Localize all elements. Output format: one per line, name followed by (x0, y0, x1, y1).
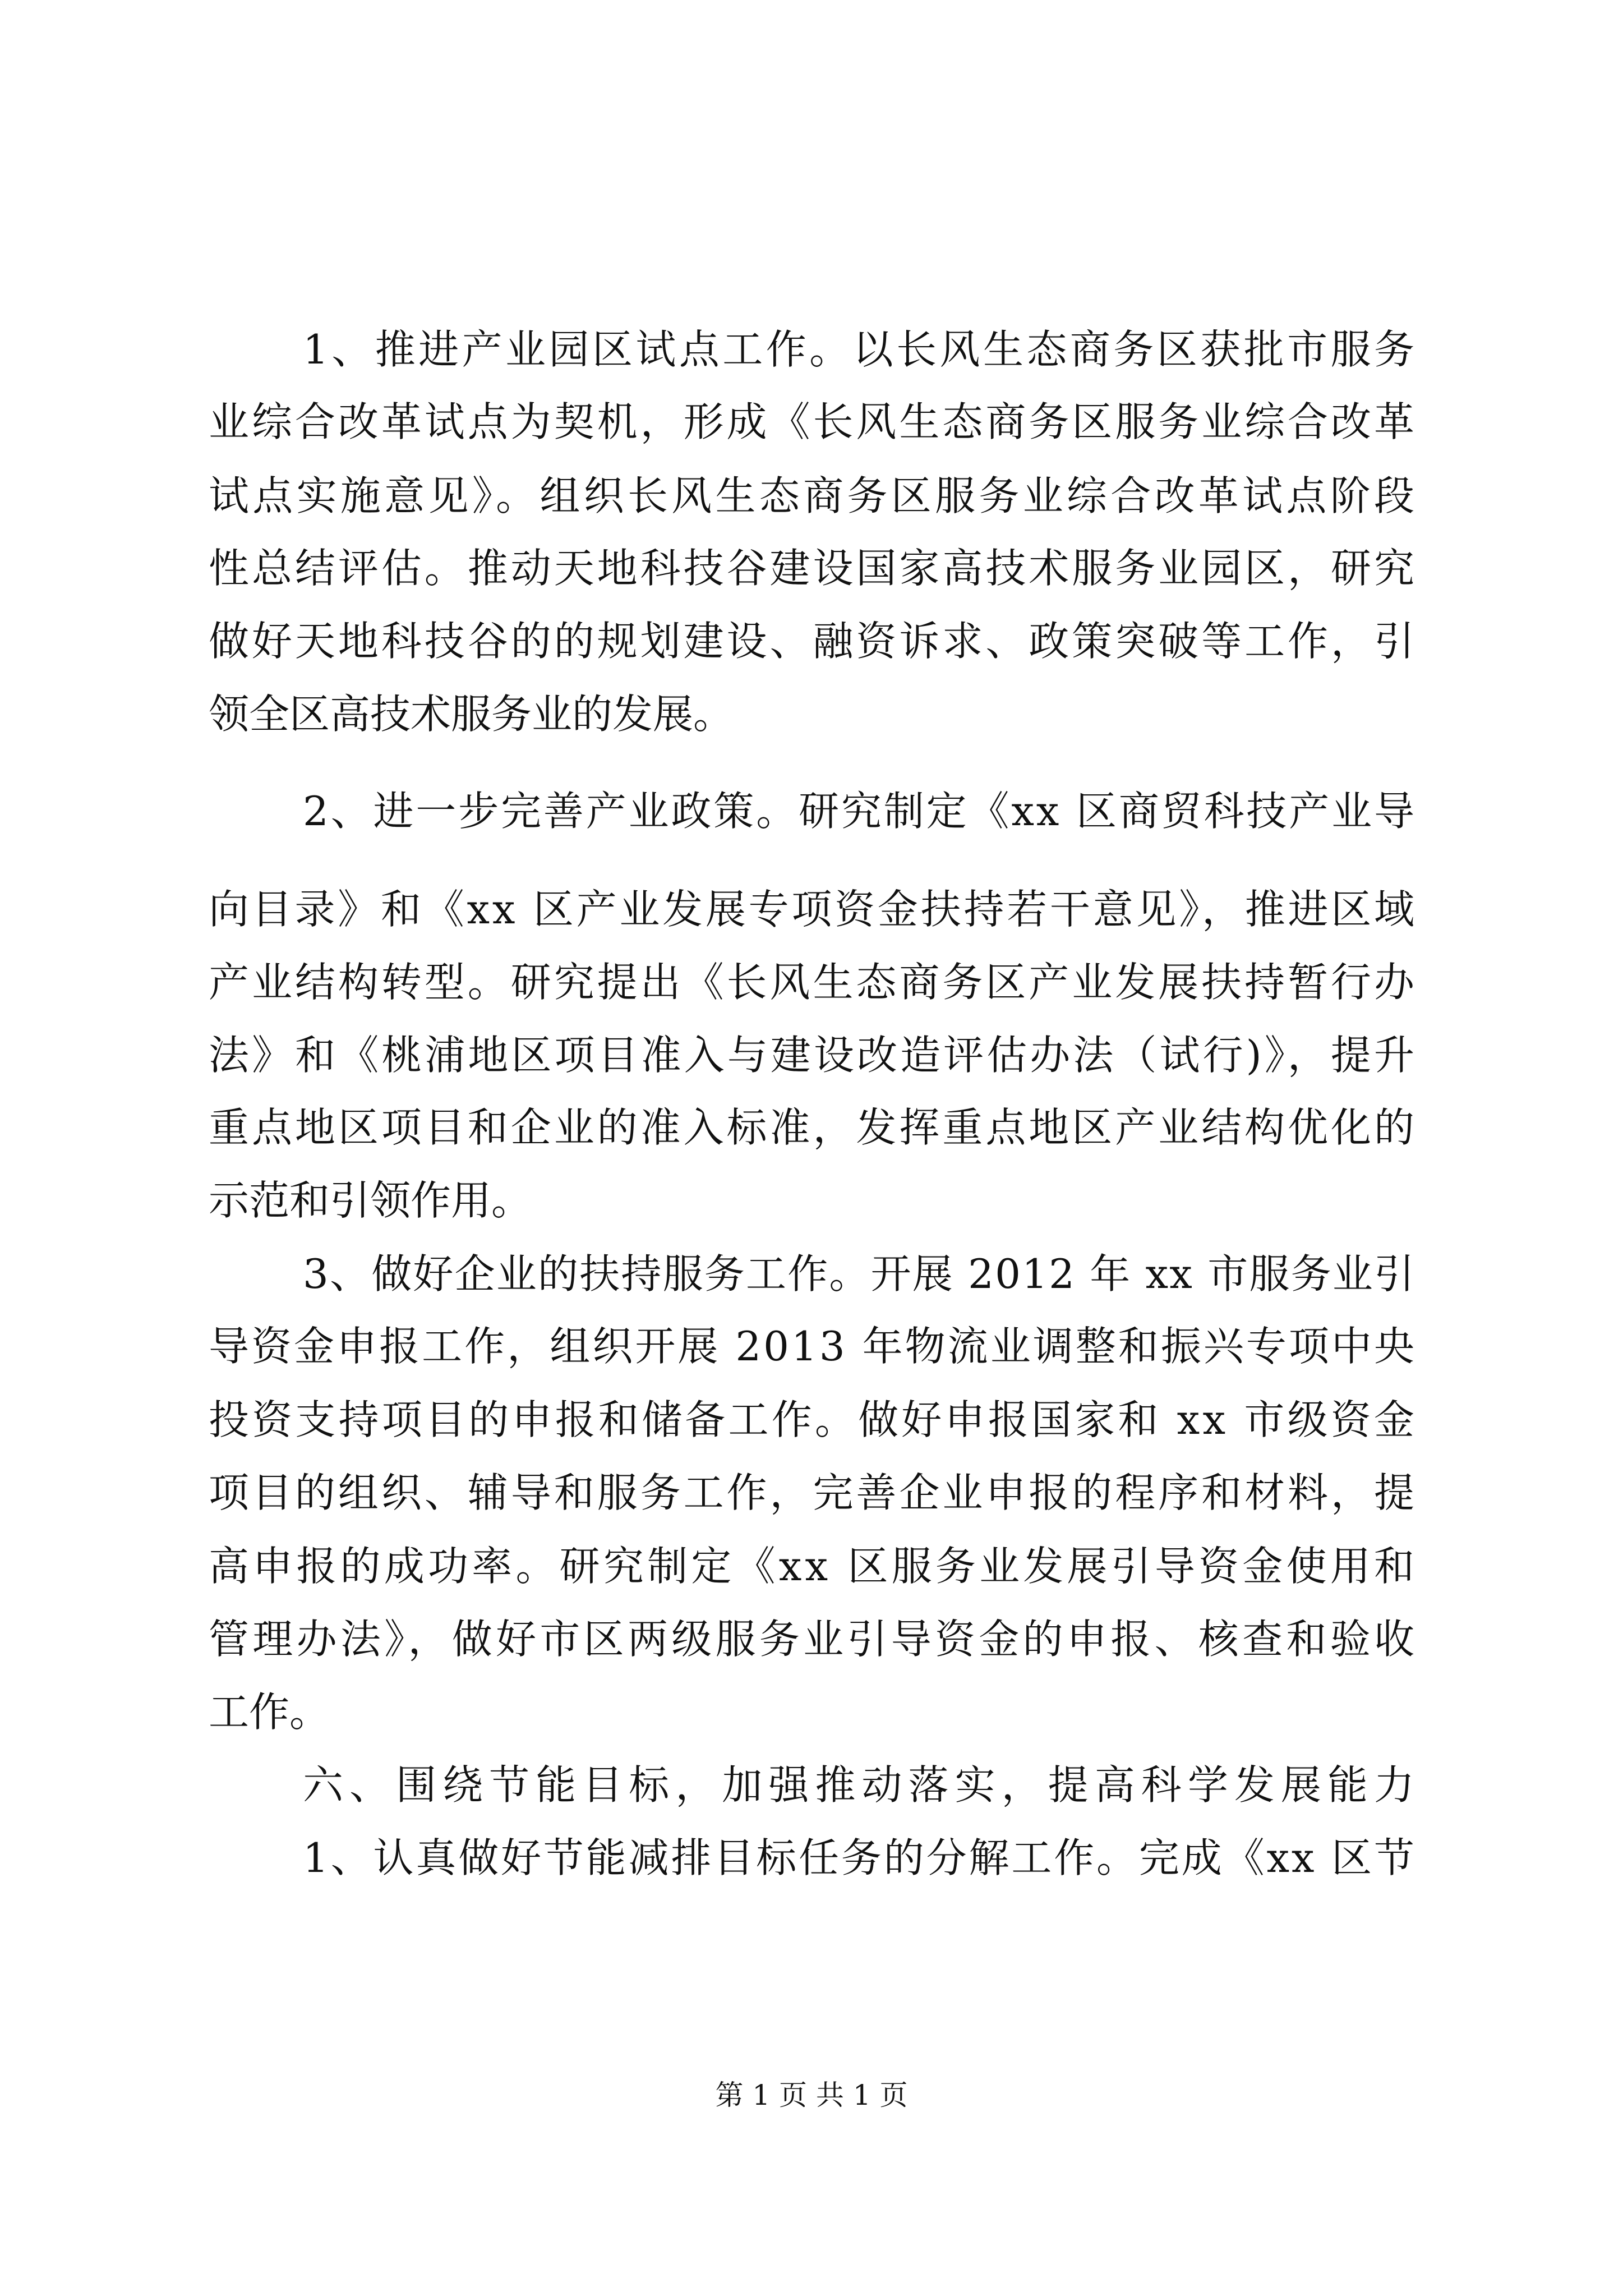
line-text: 示范和引领作用。 (209, 1177, 532, 1224)
text-line (0, 1170, 1623, 1231)
line-text: 向目录》和《xx 区产业发展专项资金扶持若干意见》，推进区域 (209, 886, 1417, 933)
line-text: 2、进一步完善产业政策。研究制定《xx 区商贸科技产业导 (303, 788, 1417, 835)
text-line (0, 465, 1623, 527)
text-line (0, 780, 1623, 842)
line-text: 1、推进产业园区试点工作。以长风生态商务区获批市服务 (303, 326, 1418, 373)
text-line (0, 1462, 1623, 1524)
line-text: 高申报的成功率。研究制定《xx 区服务业发展引导资金使用和 (209, 1543, 1418, 1590)
line-text: 法》和《桃浦地区项目准入与建设改造评估办法（试行)》，提升 (209, 1032, 1418, 1079)
line-text: 工作。 (209, 1688, 330, 1736)
text-line (0, 1827, 1623, 1889)
text-line (0, 1389, 1623, 1451)
text-line (0, 610, 1623, 672)
line-text: 业综合改革试点为契机，形成《长风生态商务区服务业综合改革 (209, 398, 1417, 445)
line-text: 产业结构转型。研究提出《长风生态商务区产业发展扶持暂行办 (209, 959, 1417, 1006)
text-line (0, 1608, 1623, 1670)
section-heading (0, 1754, 1623, 1816)
line-text: 试点实施意见》。组织长风生态商务区服务业综合改革试点阶段 (209, 472, 1418, 519)
text-line (0, 1535, 1623, 1597)
line-text: 1、认真做好节能减排目标任务的分解工作。完成《xx 区节 (303, 1834, 1417, 1881)
page-footer: 第 1 页 共 1 页 (715, 2079, 908, 2111)
line-text: 重点地区项目和企业的准入标准，发挥重点地区产业结构优化的 (209, 1104, 1417, 1151)
line-text: 3、做好企业的扶持服务工作。开展 2012 年 xx 市服务业引 (303, 1250, 1416, 1297)
text-line (0, 683, 1623, 745)
text-line (0, 319, 1623, 380)
text-line (0, 391, 1623, 453)
line-text: 投资支持项目的申报和储备工作。做好申报国家和 xx 市级资金 (209, 1396, 1418, 1443)
line-text: 做好天地科技谷的的规划建设、融资诉求、政策突破等工作，引 (209, 618, 1417, 665)
text-line (0, 1024, 1623, 1086)
text-line (0, 537, 1623, 599)
line-text: 管理办法》，做好市区两级服务业引导资金的申报、核查和验收 (209, 1616, 1418, 1663)
text-line (0, 878, 1623, 940)
text-line (0, 1681, 1623, 1743)
line-text: 领全区高技术服务业的发展。 (209, 691, 734, 738)
line-text: 性总结评估。推动天地科技谷建设国家高技术服务业园区，研究 (209, 545, 1417, 592)
text-line (0, 1243, 1623, 1305)
text-line (0, 1315, 1623, 1377)
line-text: 六、围绕节能目标，加强推动落实，提高科学发展能力 (303, 1761, 1421, 1809)
text-line (0, 951, 1623, 1013)
line-text: 导资金申报工作，组织开展 2013 年物流业调整和振兴专项中央 (209, 1323, 1417, 1370)
line-text: 项目的组织、辅导和服务工作，完善企业申报的程序和材料，提 (209, 1469, 1417, 1516)
text-line (0, 1097, 1623, 1158)
